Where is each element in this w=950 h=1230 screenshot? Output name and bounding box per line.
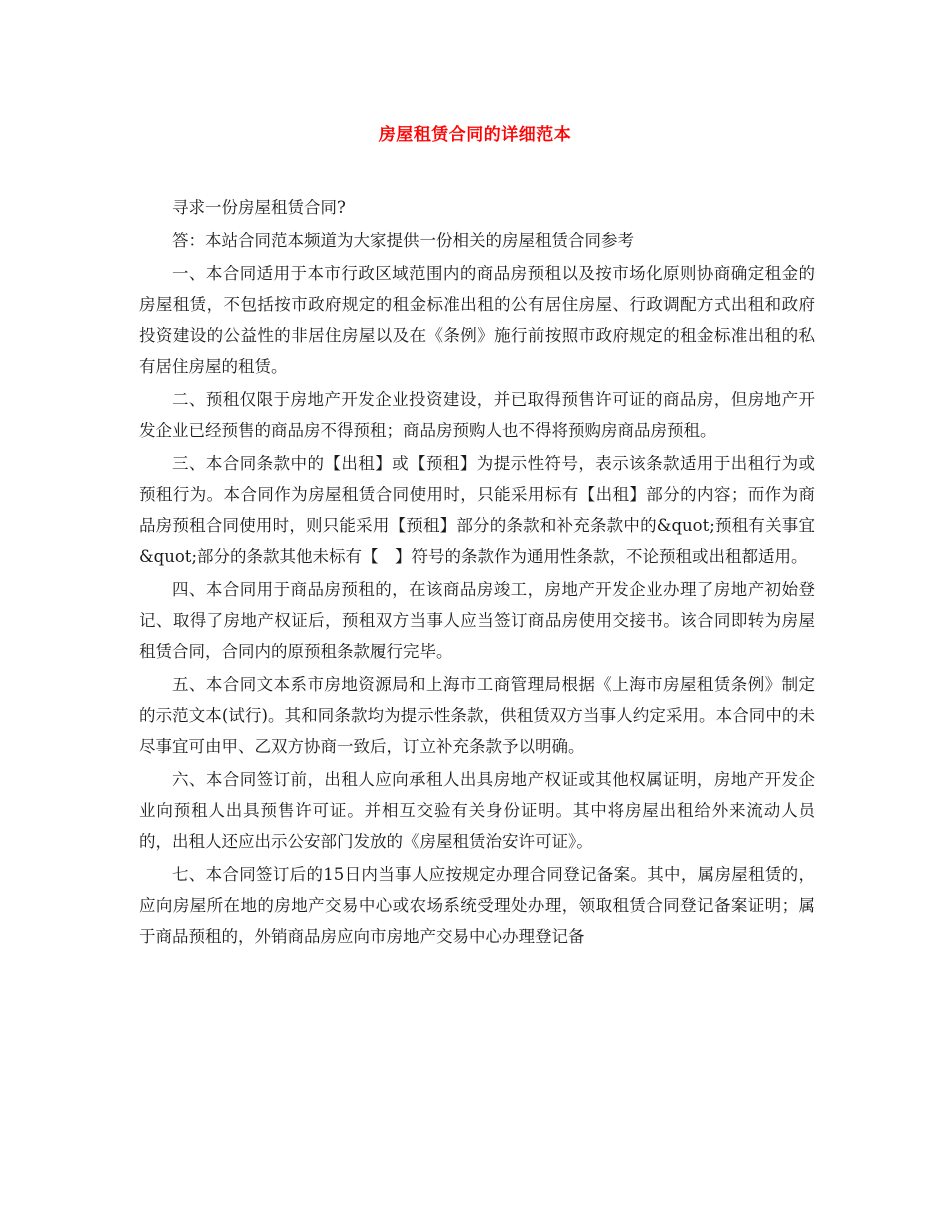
paragraph-clause-2: 二、预租仅限于房地产开发企业投资建设，并已取得预售许可证的商品房，但房地产开发企业已经预售的商品房不得预租；商品房预购人也不得将预购房商品房预租。 bbox=[139, 390, 815, 440]
paragraph-clause-1: 一、本合同适用于本市行政区域范围内的商品房预租以及按市场化原则协商确定租金的房屋租赁，不包括按市政府规定的租金标准出租的公有居住房屋、行政调配方式出租和政府投资建设的公益性的非居住房屋以及在《条例》施行前按照市政府规定的租金标准出租的私有居住房屋的租赁。 bbox=[139, 264, 815, 376]
paragraph-clause-4: 四、本合同用于商品房预租的，在该商品房竣工，房地产开发企业办理了房地产初始登记、取得了房地产权证后，预租双方当事人应当签订商品房使用交接书。该合同即转为房屋租赁合同，合同内的原预租条款履行完毕。 bbox=[139, 580, 815, 661]
paragraph-clause-3: 三、本合同条款中的【出租】或【预租】为提示性符号，表示该条款适用于出租行为或预租行为。本合同作为房屋租赁合同使用时，只能采用标有【出租】部分的内容；而作为商品房预租合同使用时，则只能采用【预租】部分的条款和补充条款中的&quot;预租有关事宜&quot;部分的条款其他未标有【 】符号的条款作为通用性条款，不论预租或出租都适用。 bbox=[139, 454, 815, 566]
document-body bbox=[139, 192, 815, 954]
paragraph-question: 寻求一份房屋租赁合同? bbox=[172, 198, 346, 217]
paragraph-clause-5: 五、本合同文本系市房地资源局和上海市工商管理局根据《上海市房屋租赁条例》制定的示范文本(试行)。其和同条款均为提示性条款，供租赁双方当事人约定采用。本合同中的未尽事宜可由甲、乙双方协商一致后，订立补充条款予以明确。 bbox=[139, 675, 815, 756]
paragraph-answer: 答：本站合同范本频道为大家提供一份相关的房屋租赁合同参考 bbox=[172, 231, 634, 250]
paragraph-clause-6: 六、本合同签订前，出租人应向承租人出具房地产权证或其他权属证明，房地产开发企业向预租人出具预售许可证。并相互交验有关身份证明。其中将房屋出租给外来流动人员的，出租人还应出示公安部门发放的《房屋租赁治安许可证》。 bbox=[139, 770, 815, 851]
paragraph-clause-7: 七、本合同签订后的15日内当事人应按规定办理合同登记备案。其中，属房屋租赁的，应向房屋所在地的房地产交易中心或农场系统受理处办理，领取租赁合同登记备案证明；属于商品预租的，外销商品房应向市房地产交易中心办理登记备 bbox=[139, 865, 815, 946]
document-title: 房屋租赁合同的详细范本 bbox=[378, 125, 572, 145]
